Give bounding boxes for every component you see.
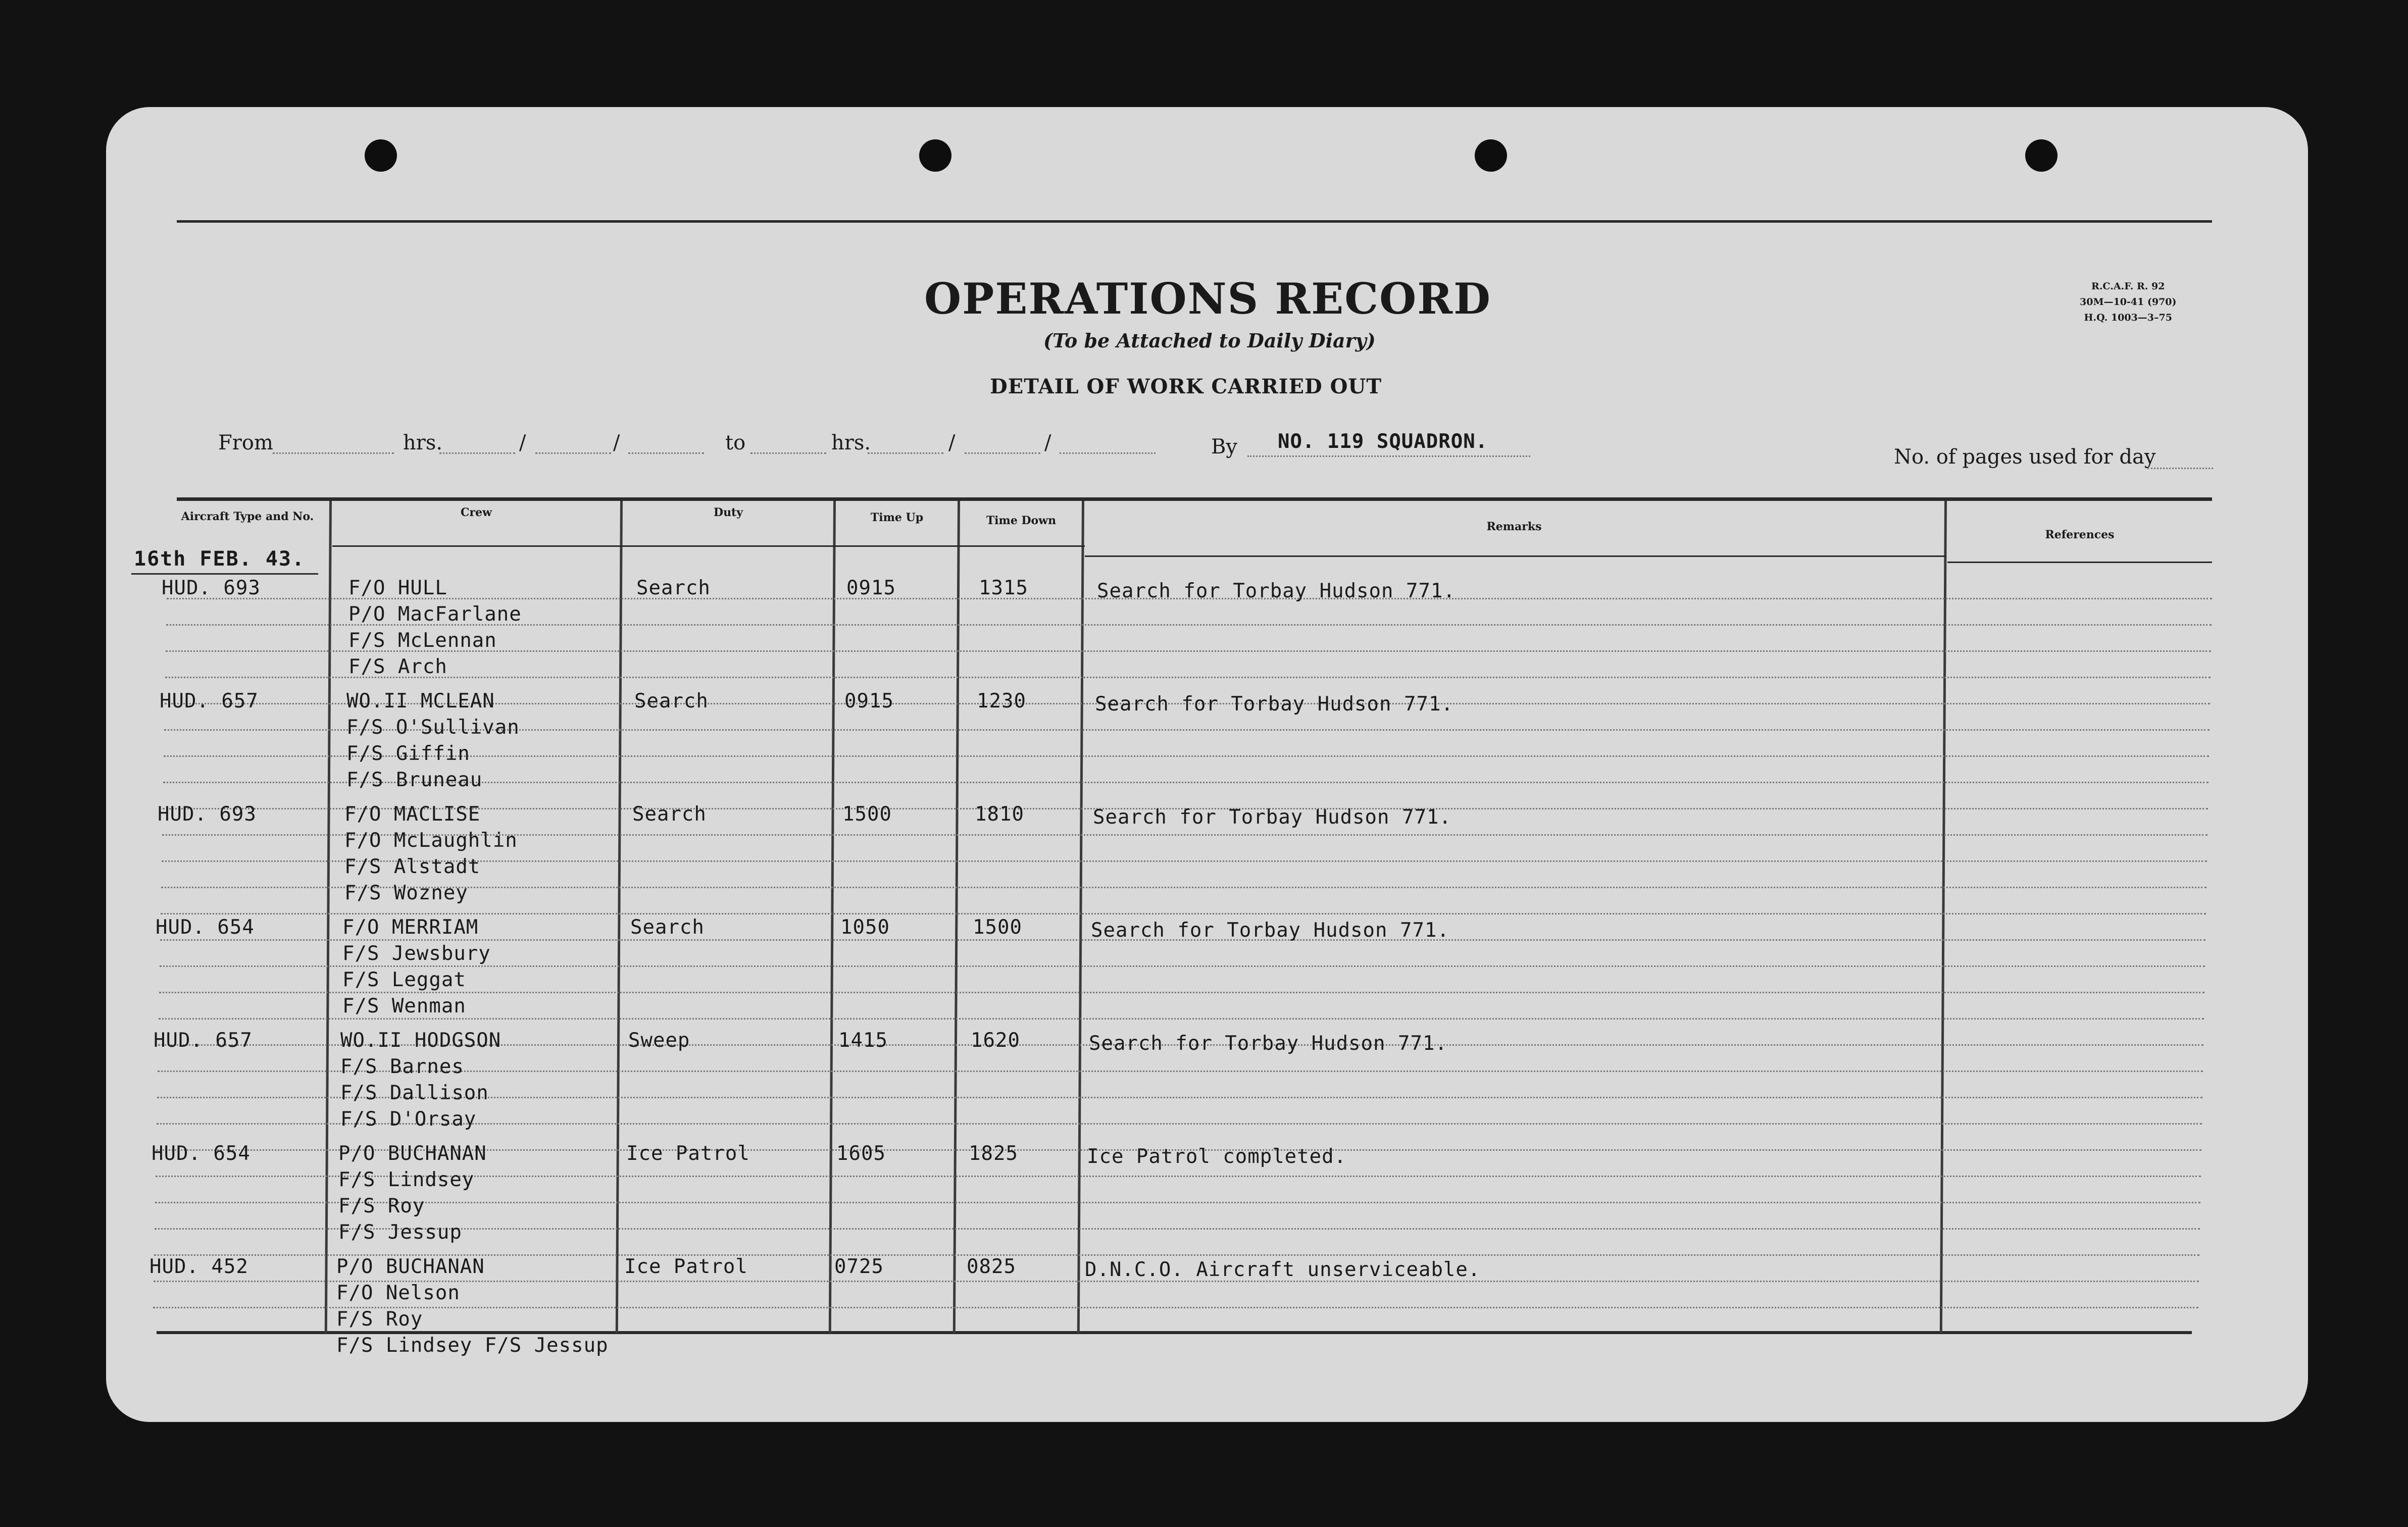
ruled-line (161, 913, 2206, 914)
ruled-line (164, 755, 2209, 757)
crew-member: F/S McLennan (348, 629, 497, 652)
form-code (2080, 279, 2177, 326)
duty-value: Search (632, 803, 707, 826)
squadron-name: NO. 119 SQUADRON. (1278, 430, 1488, 453)
header-underline (1085, 555, 1946, 557)
remarks-value: D.N.C.O. Aircraft unserviceable. (1085, 1258, 1481, 1281)
duty-value: Search (630, 916, 705, 939)
crew-member: F/S Roy (338, 1195, 425, 1217)
aircraft-number: HUD. 654 (152, 1142, 250, 1165)
remarks-value: Ice Patrol completed. (1087, 1145, 1347, 1168)
to-month-field[interactable] (965, 452, 1040, 454)
to-year-field[interactable] (1060, 452, 1156, 454)
time-down-value: 1810 (975, 803, 1024, 826)
slash: / (519, 431, 526, 454)
time-down-value: 1500 (973, 916, 1022, 939)
column-divider (325, 501, 332, 1333)
ruled-line (159, 992, 2204, 993)
crew-captain: WO.II HODGSON (340, 1029, 501, 1052)
ruled-line (158, 1071, 2203, 1072)
ruled-line (165, 677, 2211, 678)
operations-record-card (106, 107, 2308, 1422)
crew-member: F/S Jewsbury (342, 942, 491, 965)
crew-member: F/S Bruneau (346, 769, 483, 791)
crew-member: F/S Wozney (344, 882, 468, 904)
crew-member: F/S O'Sullivan (346, 716, 520, 739)
column-header-aircraft: Aircraft Type and No. (181, 510, 314, 523)
crew-member: F/S Barnes (340, 1055, 464, 1078)
to-field[interactable] (750, 452, 826, 454)
from-field[interactable] (273, 452, 394, 454)
pages-label: No. of pages used for day (1894, 445, 2156, 469)
crew-captain: F/O HULL (348, 577, 447, 599)
table-top-rule (177, 497, 2212, 501)
column-header-crew: Crew (460, 506, 492, 519)
remarks-value: Search for Torbay Hudson 771. (1095, 693, 1453, 716)
form-code-line: R.C.A.F. R. 92 (2091, 281, 2165, 292)
binder-hole (365, 139, 397, 172)
binder-hole (2025, 139, 2058, 172)
slash: / (1044, 431, 1051, 454)
crew-member: F/S Arch (348, 655, 447, 678)
crew-member: F/S Giffin (346, 742, 470, 765)
from-year-field[interactable] (628, 452, 704, 454)
slash: / (613, 431, 620, 454)
duty-value: Search (634, 690, 709, 712)
column-header-remarks: Remarks (1486, 520, 1542, 533)
crew-captain: F/O MERRIAM (342, 916, 479, 939)
column-divider (616, 501, 623, 1333)
time-down-value: 1230 (977, 690, 1026, 712)
header-underline (1947, 562, 2212, 563)
column-header-duty: Duty (713, 506, 743, 519)
time-down-value: 0825 (967, 1255, 1016, 1278)
binder-hole (1475, 139, 1507, 172)
pages-field[interactable] (2147, 468, 2213, 469)
column-divider (953, 501, 960, 1333)
aircraft-number: HUD. 657 (160, 690, 259, 712)
form-code-line: H.Q. 1003—3–75 (2084, 312, 2172, 323)
crew-member: P/O MacFarlane (348, 603, 522, 626)
duty-value: Search (636, 577, 711, 599)
crew-captain: P/O BUCHANAN (336, 1255, 485, 1278)
ruled-line (160, 965, 2205, 967)
time-down-value: 1315 (979, 577, 1028, 599)
crew-captain: F/O MACLISE (344, 803, 481, 826)
crew-member: F/S Dallison (340, 1082, 489, 1104)
aircraft-number: HUD. 452 (149, 1255, 248, 1278)
crew-member: F/S Roy (336, 1308, 423, 1331)
hrs-label: hrs. (403, 431, 443, 454)
header-underline (332, 545, 1085, 547)
time-up-value: 1500 (842, 803, 892, 826)
column-header-time-up: Time Up (870, 511, 924, 524)
slash: / (948, 431, 956, 454)
crew-member: F/S Leggat (342, 969, 466, 991)
remarks-value: Search for Torbay Hudson 771. (1091, 919, 1449, 942)
ruled-line (159, 1018, 2204, 1020)
top-rule (177, 220, 2212, 223)
page-title: OPERATIONS RECORD (924, 274, 1491, 324)
form-code-line: 30M—10-41 (970) (2080, 296, 2177, 308)
crew-member: F/O Nelson (336, 1282, 460, 1304)
time-up-value: 1050 (840, 916, 890, 939)
crew-captain: WO.II MCLEAN (346, 690, 495, 712)
detail-heading: DETAIL OF WORK CARRIED OUT (990, 375, 1382, 398)
to-day-field[interactable] (868, 452, 943, 454)
duty-value: Ice Patrol (624, 1255, 748, 1278)
entry-date: 16th FEB. 43. (134, 547, 306, 571)
aircraft-number: HUD. 693 (158, 803, 257, 826)
time-up-value: 0915 (846, 577, 896, 599)
aircraft-number: HUD. 657 (154, 1029, 253, 1052)
column-divider (829, 501, 836, 1333)
column-divider (1940, 501, 1947, 1333)
binder-hole (919, 139, 951, 172)
time-up-value: 0725 (834, 1255, 884, 1278)
to-label: to (725, 431, 746, 454)
duty-value: Sweep (628, 1029, 690, 1052)
by-label: By (1211, 435, 1237, 459)
crew-captain: P/O BUCHANAN (338, 1142, 487, 1165)
column-header-references: References (2045, 528, 2115, 541)
by-field[interactable] (1247, 455, 1530, 457)
ruled-line (155, 1202, 2200, 1203)
time-up-value: 1605 (836, 1142, 886, 1165)
aircraft-number: HUD. 693 (162, 577, 261, 599)
crew-member: F/S Alstadt (344, 855, 481, 878)
hrs-label: hrs. (831, 431, 871, 454)
remarks-value: Search for Torbay Hudson 771. (1089, 1032, 1447, 1055)
aircraft-number: HUD. 654 (156, 916, 255, 939)
remarks-value: Search for Torbay Hudson 771. (1097, 580, 1456, 602)
crew-member: F/S D'Orsay (340, 1108, 477, 1131)
duty-value: Ice Patrol (626, 1142, 750, 1165)
crew-member: F/S Jessup (338, 1221, 462, 1244)
page-subtitle: (To be Attached to Daily Diary) (1043, 329, 1376, 352)
from-label: From (218, 431, 273, 454)
column-divider (1077, 501, 1084, 1333)
crew-member: F/S Lindsey (338, 1168, 475, 1191)
column-header-time-down: Time Down (986, 514, 1057, 527)
remarks-value: Search for Torbay Hudson 771. (1093, 806, 1451, 829)
time-down-value: 1825 (969, 1142, 1018, 1165)
from-month-field[interactable] (535, 452, 611, 454)
date-underline (131, 573, 318, 575)
ruled-line (153, 1307, 2198, 1308)
time-up-value: 1415 (838, 1029, 888, 1052)
time-down-value: 1620 (971, 1029, 1020, 1052)
time-up-value: 0915 (844, 690, 894, 712)
crew-member: F/S Lindsey F/S Jessup (336, 1334, 609, 1357)
crew-member: F/O McLaughlin (344, 829, 518, 852)
crew-member: F/S Wenman (342, 995, 466, 1017)
from-day-field[interactable] (439, 452, 515, 454)
